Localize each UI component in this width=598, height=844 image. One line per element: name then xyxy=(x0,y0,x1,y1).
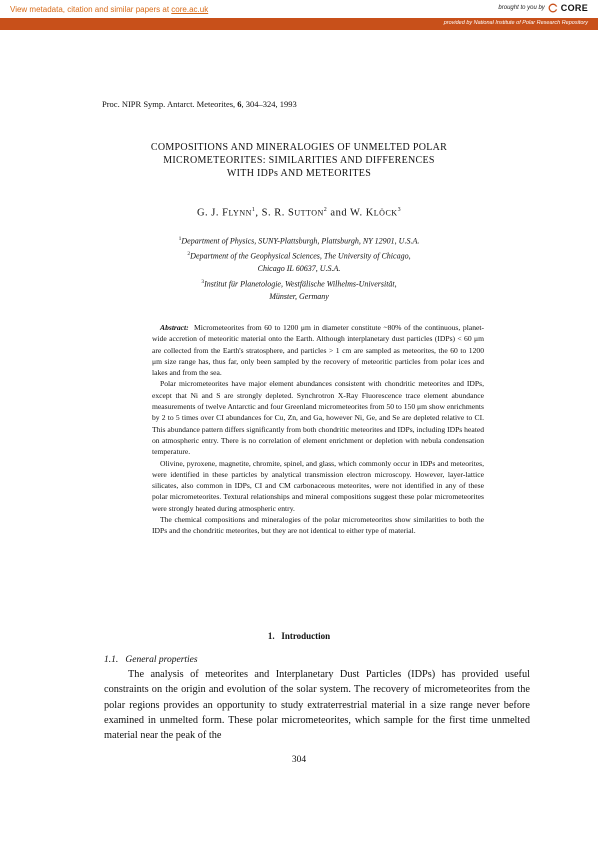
author-3-sup: 3 xyxy=(397,207,402,213)
affiliation-sup: 2 xyxy=(187,251,191,258)
affiliation-line xyxy=(100,263,498,276)
subsection-heading xyxy=(104,655,198,665)
core-metadata-link[interactable] xyxy=(10,5,208,14)
author-1-sup: 1 xyxy=(251,207,256,213)
abstract-label: Abstract: xyxy=(160,323,189,332)
author-2-initials: , S. R. S xyxy=(255,207,295,219)
author-list xyxy=(100,207,498,219)
title-line: WITH IDPs AND METEORITES xyxy=(226,168,372,179)
journal-citation xyxy=(102,99,297,109)
affiliation-line xyxy=(100,248,498,263)
affiliation-line xyxy=(100,233,498,248)
author-2-surname: UTTON xyxy=(294,208,324,218)
subsection-title: General properties xyxy=(125,655,198,665)
title-line: MICROMETEORITES: SIMILARITIES AND DIFFERENCES xyxy=(163,155,435,166)
brought-by-text: brought to you by xyxy=(498,5,545,11)
author-1-surname: LYNN xyxy=(228,208,252,218)
affiliation-text: Institut für Planetologie, Westfälische Wilhelms-Universität, xyxy=(204,279,397,289)
page-number: 304 xyxy=(291,755,307,765)
affiliation-text: Department of Physics, SUNY-Plattsburgh, Plattsburgh, NY 12901, U.S.A. xyxy=(181,236,420,246)
section-title: Introduction xyxy=(281,631,331,641)
citation-prefix: Proc. NIPR Symp. Antarct. Meteorites, xyxy=(102,99,238,109)
affiliation-text: Department of the Geophysical Sciences, The University of Chicago, xyxy=(190,251,411,261)
provided-by-text[interactable]: provided by National Institute of Polar Research Repository xyxy=(443,19,588,26)
title-line: COMPOSITIONS AND MINERALOGIES OF UNMELTED POLAR xyxy=(150,142,448,153)
author-1-initials: G. J. F xyxy=(196,207,229,219)
core-brand[interactable] xyxy=(498,3,588,13)
abstract xyxy=(152,322,484,537)
affiliation-sup: 1 xyxy=(178,236,182,242)
core-link-text[interactable]: core.ac.uk xyxy=(171,5,209,14)
citation-suffix: , 304–324, 1993 xyxy=(241,99,297,109)
section-number: 1. xyxy=(267,631,275,641)
affiliation-line xyxy=(100,276,498,291)
author-3-surname: LÖCK xyxy=(373,208,398,218)
affiliation-text: Chicago IL 60637, U.S.A. xyxy=(257,264,341,274)
abstract-paragraph xyxy=(152,322,484,378)
affiliations xyxy=(100,233,498,303)
core-banner xyxy=(0,0,598,18)
core-link-prefix: View metadata, citation and similar papers at xyxy=(10,5,172,14)
author-3-initials: and W. K xyxy=(327,207,374,219)
body-paragraph: The analysis of meteorites and Interplanetary Dust Particles (IDPs) has provided useful constraints on the origin and evolution of the solar system. The recovery of micrometeorites from the polar regions provides an opportunity to study extraterrestrial material in a size range never before examined in unmelted form. These polar micrometeorites, which sample for the first time unmelted material near the peak of the xyxy=(104,669,530,742)
abstract-paragraph: Polar micrometeorites have major element abundances consistent with chondritic meteorites and IDPs, except that Ni and S are strongly depleted. Synchrotron X-Ray Fluorescence trace element abundance measurements of twelve Antarctic and four Greenland micrometeorites from 50 to 150 μm show enrichments by 2 to 5 times over CI abundances for Cu, Zn, and Ga, however Ni, Ge, and Se are depleted relative to CI. This abundance pattern differs significantly from both chondritic meteorites and IDPs, including IDPs heated on atmospheric entry. There is no correlation of element enrichment or depletion with nebula condensation temperature. xyxy=(152,379,484,457)
author-2-sup: 2 xyxy=(323,207,328,213)
section-heading xyxy=(100,631,498,641)
core-brand-name: CORE xyxy=(560,3,588,13)
affiliation-line xyxy=(100,291,498,304)
affiliation-text: Münster, Germany xyxy=(269,291,329,301)
subsection-number: 1.1. xyxy=(104,655,119,665)
abstract-paragraph: The chemical compositions and mineralogies of the polar micrometeorites show similarities to both the IDPs and the chondritic meteorites, but they are not identical to either type of material. xyxy=(152,515,484,536)
abstract-text: Micrometeorites from 60 to 1200 μm in diameter constitute ~80% of the continuous, planet-wide accretion of meteoritic material onto the Earth. Although interplanetary dust particles (IDPs) < 60 μm are collected from the Earth's stratosphere, and particles > 1 cm are sampled as meteorites, the 60 to 1200 μm size range has, thus far, only been sampled by the recovery of meteoritic particles from polar ices and lakes and from the sea. xyxy=(152,323,485,378)
core-provider-bar xyxy=(0,18,598,30)
citation-volume: 6 xyxy=(237,99,242,109)
affiliation-sup: 3 xyxy=(201,278,205,285)
core-logo-icon xyxy=(548,3,558,13)
body-text xyxy=(104,667,530,743)
paper-title xyxy=(100,141,498,180)
abstract-paragraph: Olivine, pyroxene, magnetite, chromite, spinel, and glass, which commonly occur in IDPs and meteorites, were identified in these particles by analytical transmission electron microscopy. However, layer-lattice silicates, also common in IDPs, CI and CM carbonaceous meteorites, were not identified in any of these polar micrometeorites. Textural relationships and mineral compositions suggest these polar micrometeorites were strongly heated during atmospheric entry. xyxy=(152,458,484,513)
